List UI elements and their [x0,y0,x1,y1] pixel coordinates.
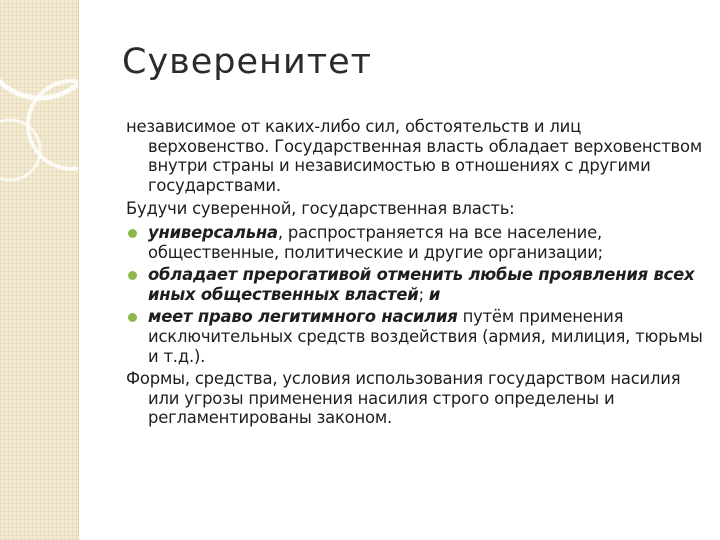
bullet-dot-icon [128,229,137,238]
paragraph-intro: Будучи суверенной, государственная власть: [126,199,515,219]
slide-title: Суверенитет [122,42,373,82]
side-strip-border [78,0,79,540]
bullet-item [126,307,706,366]
bullet-emphasis-tail: и [428,284,441,304]
bullet-text: , распространяется на все население, общественные, политические и другие организации; [148,222,603,262]
bullet-emphasis: универсальна [148,222,278,242]
bullet-item [126,223,706,262]
bullet-dot-icon [128,271,137,280]
bullet-text: ; [418,284,429,304]
decorative-side-strip [0,0,78,540]
paragraph-definition: независимое от каких-либо сил, обстоятельств и лиц верховенство. Государственная власть обладает верховенством внутри страны и независимостью в отношениях с другими государствами. [126,117,703,195]
bullet-emphasis: меет право легитимного насилия [148,307,458,327]
bullet-text: путём применения исключительных средств воздействия (армия, милиция, тюрьмы и т.д.). [148,307,703,366]
bullet-item [126,265,706,304]
slide-body [126,117,706,432]
bullet-dot-icon [128,313,137,322]
paragraph-conclusion: Формы, средства, условия использования государством насилия или угрозы применения насилия строго определены и регламентированы законом. [126,369,681,428]
decorative-circles [0,0,78,540]
bullet-emphasis: обладает прерогативой отменить любые проявления всех иных общественных властей [148,265,695,304]
